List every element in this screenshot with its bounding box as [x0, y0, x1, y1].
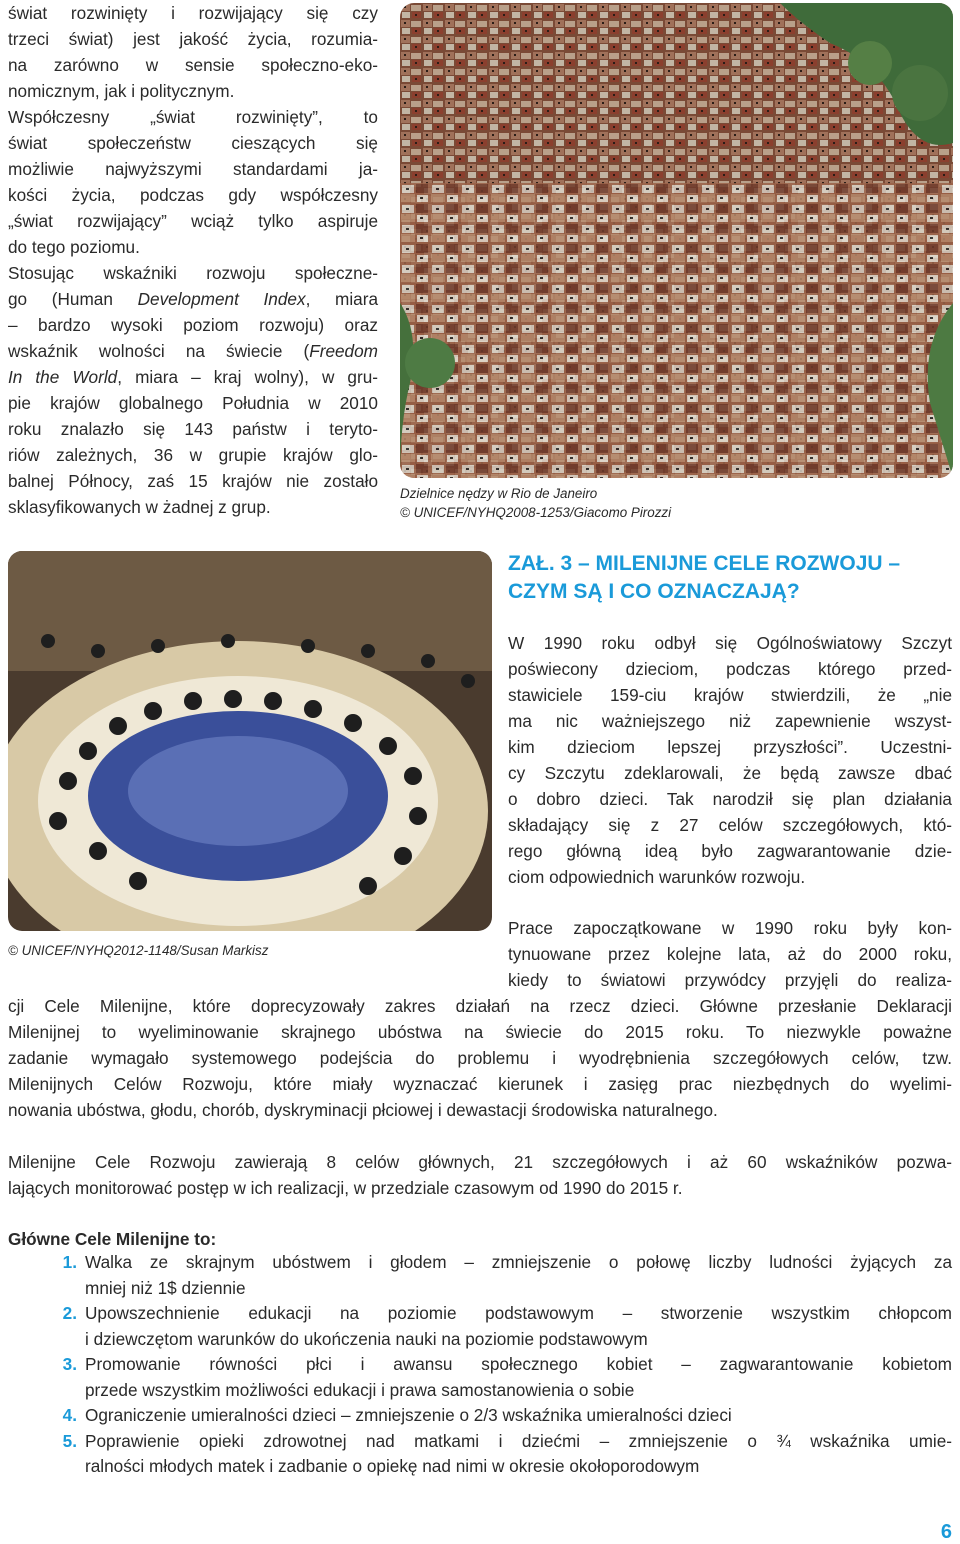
text-line: Milenijne Cele Rozwoju zawierają 8 celów głównych, 21 szczegółowych i aż 60 wskaźników pozwa- [8, 1152, 952, 1172]
text-span: , miara – kraj wolny), w gru- [117, 367, 378, 387]
text-line: Prace zapoczątkowane w 1990 roku były kon- [508, 918, 952, 938]
text-line: – bardzo wysoki poziom rozwoju) oraz [8, 315, 378, 335]
text-line: Milenijnych Celów Rozwoju, które miały wyznaczać kierunek i zasięg prac niezbędnych do wyelimi- [8, 1074, 952, 1094]
text-line: Poprawienie opieki zdrowotnej nad matkami i dziećmi – zmniejszenie o ¾ wskaźnika umie- [85, 1430, 952, 1451]
goal-number: 2. [62, 1303, 77, 1323]
italic-term: Freedom [309, 341, 378, 361]
goals-list [8, 1250, 952, 1480]
text-line [8, 338, 378, 364]
text-line: Stosując wskaźniki rozwoju społeczne- [8, 263, 378, 283]
goal-number: 4. [62, 1405, 77, 1425]
text-line: ralności młodych matek i zadbanie o opiekę nad nimi w okresie okołoporodowym [85, 1456, 700, 1476]
un-security-council-photo [8, 551, 492, 931]
goal-item [8, 1429, 952, 1480]
favela-photo [400, 3, 953, 478]
text-line: do tego poziomu. [8, 237, 140, 257]
heading-line: CZYM SĄ I CO OZNACZAJĄ? [508, 580, 800, 603]
caption-title: Dzielnice nędzy w Rio de Janeiro [400, 486, 598, 501]
text-line: cy Szczytu zdeklarowali, że będą zawsze dbać [508, 763, 952, 783]
text-line: ma nic ważniejszego niż zapewnienie wszyst- [508, 711, 952, 731]
goal-number: 1. [62, 1252, 77, 1272]
text-line: riów zależnych, 36 w grupie krajów glo- [8, 445, 378, 465]
italic-term: In the World [8, 367, 118, 387]
goal-item [8, 1352, 952, 1403]
text-line: kiedy to światowi przywódcy przyjęli do realiza- [508, 970, 952, 990]
italic-term: Development Index [137, 289, 306, 309]
text-line: balnej Północy, zaś 15 krajów nie zostało [8, 471, 378, 491]
text-span: go (Human [8, 289, 138, 309]
text-line [8, 364, 378, 390]
text-line: rego główną ideą było zagwarantowanie dzie- [508, 841, 952, 861]
summit-paragraph [508, 630, 952, 890]
page-number: 6 [940, 1521, 952, 1543]
text-line: pie krajów globalnego Południa w 2010 [8, 393, 378, 413]
text-line: Współczesny „świat rozwinięty”, to [8, 107, 378, 127]
text-line: sklasyfikowanych w żadnej z grup. [8, 497, 271, 517]
favela-photo-caption [400, 484, 940, 522]
text-line: przede wszystkim możliwości edukacji i prawa samostanowienia o sobie [85, 1379, 635, 1400]
millennium-paragraph-rest [8, 993, 952, 1123]
text-line: poświecony dzieciom, podczas którego przed- [508, 659, 952, 679]
text-line [8, 286, 378, 312]
goal-number: 3. [62, 1354, 77, 1374]
text-line: kim dzieciom lepszej przyszłości”. Uczestni- [508, 737, 952, 757]
millennium-paragraph-start [508, 915, 952, 993]
text-line: zadanie wymagało systemowego podejścia do problemu i wyodrębnienia szczegółowych celów, tzw. [8, 1048, 952, 1068]
section-heading [508, 550, 948, 606]
goal-text [85, 1301, 952, 1352]
goal-text [85, 1250, 952, 1301]
text-line: cji Cele Milenijne, które doprecyzowały zakres działań na rzecz dzieci. Główne przesłanie Deklaracji [8, 996, 952, 1016]
goal-text [85, 1352, 952, 1403]
mdg-paragraph [8, 1149, 952, 1201]
text-line: i dziewczętom warunków do ukończenia nauki na poziomie podstawowym [85, 1328, 648, 1349]
goals-heading: Główne Cele Milenijne to: [8, 1229, 217, 1249]
text-line: W 1990 roku odbył się Ogólnoświatowy Szczyt [508, 633, 952, 653]
text-line: stawiciele 159-ciu krajów stwierdzili, że „nie [508, 685, 952, 705]
text-line: na zarówno w sensie społeczno-eko- [8, 55, 378, 75]
caption-credit: © UNICEF/NYHQ2008-1253/Giacomo Pirozzi [400, 505, 672, 520]
goal-text [85, 1403, 952, 1429]
text-line: Ograniczenie umieralności dzieci – zmniejszenie o 2/3 wskaźnika umieralności dzieci [85, 1405, 732, 1425]
text-line: „świat rozwijający” wciąż tylko aspiruje [8, 211, 378, 231]
text-line: lających monitorować postęp w ich realizacji, w przedziale czasowym od 1990 do 2015 r. [8, 1178, 683, 1198]
goal-item [8, 1403, 952, 1429]
text-line: tynuowane przez kolejne lata, aż do 2000 roku, [508, 944, 952, 964]
text-line: Milenijnej to wyeliminowanie skrajnego ubóstwa na świecie do 2015 roku. To niezwykle poważne [8, 1022, 952, 1042]
text-span: wskaźnik wolności na świecie ( [8, 341, 310, 361]
text-line: Walka ze skrajnym ubóstwem i głodem – zmniejszenie o połowę liczby ludności żyjących za [85, 1252, 952, 1272]
text-line: o dobro dzieci. Tak narodził się plan działania [508, 789, 952, 809]
text-line: Promowanie równości płci i awansu społecznego kobiet – zagwarantowanie kobietom [85, 1354, 952, 1374]
text-line: świat rozwinięty i rozwijający się czy [8, 3, 378, 23]
un-photo-caption: © UNICEF/NYHQ2012-1148/Susan Markisz [8, 943, 269, 958]
text-line: roku znalazło się 143 państw i teryto- [8, 419, 378, 439]
text-line: składający się z 27 celów szczegółowych, któ- [508, 815, 952, 835]
text-line: trzeci świat) jest jakość życia, rozumia- [8, 29, 378, 49]
text-line: Upowszechnienie edukacji na poziomie podstawowym – stworzenie wszystkim chłopcom [85, 1303, 952, 1323]
text-line: kości życia, podczas gdy współczesny [8, 185, 378, 205]
text-line: świat społeczeństw cieszących się [8, 133, 378, 153]
heading-line: ZAŁ. 3 – MILENIJNE CELE ROZWOJU – [508, 552, 901, 575]
goal-item [8, 1301, 952, 1352]
text-line: możliwie najwyższymi standardami ja- [8, 159, 378, 179]
text-line: ciom odpowiednich warunków rozwoju. [508, 867, 806, 887]
goal-text [85, 1429, 952, 1480]
text-span: , miara [305, 289, 378, 309]
intro-paragraph [8, 0, 378, 520]
text-line: nomicznym, jak i politycznym. [8, 81, 235, 101]
favela-illustration [400, 3, 953, 478]
goal-item [8, 1250, 952, 1301]
goal-number: 5. [62, 1430, 77, 1451]
text-line: mniej niż 1$ dziennie [85, 1277, 246, 1298]
un-council-illustration [8, 551, 492, 931]
text-line: nowania ubóstwa, głodu, chorób, dyskryminacji płciowej i dewastacji środowiska naturalnego. [8, 1100, 718, 1120]
